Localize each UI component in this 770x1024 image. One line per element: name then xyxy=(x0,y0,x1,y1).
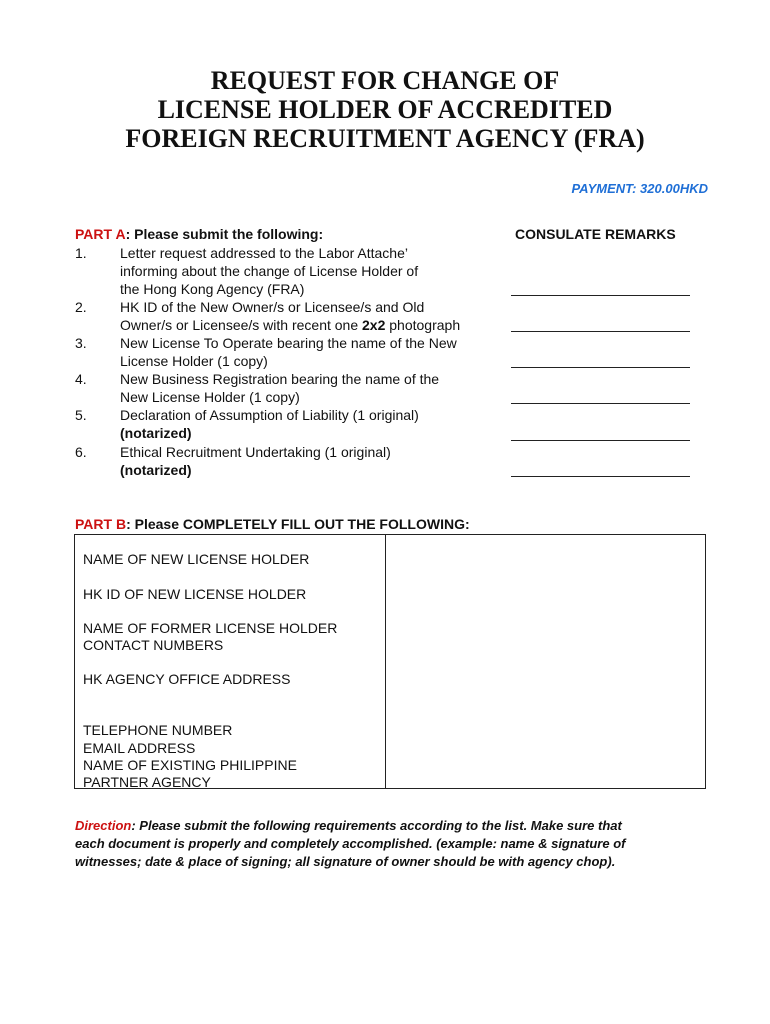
part-b-heading xyxy=(75,516,470,532)
field-label-partner-agency-cont: PARTNER AGENCY xyxy=(83,774,211,790)
item-number: 3. xyxy=(75,335,87,351)
direction-line-3: witnesses; date & place of signing; all signature of owner should be with agency chop). xyxy=(75,854,616,869)
field-label-contact-numbers: CONTACT NUMBERS xyxy=(83,637,224,653)
item-text: New License To Operate bearing the name of the New xyxy=(120,335,457,351)
part-b-heading-text: : Please COMPLETELY FILL OUT THE FOLLOWING: xyxy=(126,516,470,532)
remark-line-1[interactable] xyxy=(511,295,690,296)
remark-line-3[interactable] xyxy=(511,367,690,368)
item-text: New License Holder (1 copy) xyxy=(120,389,300,405)
title-line-1: REQUEST FOR CHANGE OF xyxy=(210,66,560,95)
item-text: the Hong Kong Agency (FRA) xyxy=(120,281,305,297)
office-address-input[interactable] xyxy=(387,655,703,705)
item-text: Declaration of Assumption of Liability (1 original) xyxy=(120,407,419,423)
item-text: New Business Registration bearing the name of the xyxy=(120,371,440,387)
field-label-email: EMAIL ADDRESS xyxy=(83,740,196,756)
consulate-remarks-heading: CONSULATE REMARKS xyxy=(515,226,676,242)
direction-line-2: each document is properly and completely accomplished. (example: name & signature of xyxy=(75,836,626,851)
new-holder-hkid-input[interactable] xyxy=(387,571,703,603)
item-text: Letter request addressed to the Labor Attache’ xyxy=(120,245,408,261)
part-a-heading-text: : Please submit the following: xyxy=(125,226,324,242)
item-text: Owner/s or Licensee/s with recent one 2x2 photograph xyxy=(120,317,461,333)
item-number: 2. xyxy=(75,299,87,315)
item-number: 5. xyxy=(75,407,87,423)
field-label-office-address: HK AGENCY OFFICE ADDRESS xyxy=(83,671,291,687)
field-label-new-holder-hkid: HK ID OF NEW LICENSE HOLDER xyxy=(83,586,307,602)
item-number: 6. xyxy=(75,444,87,460)
field-label-former-holder-name: NAME OF FORMER LICENSE HOLDER xyxy=(83,620,338,636)
direction-line-1: : Please submit the following requirements according to the list. Make sure that xyxy=(131,818,622,833)
remark-line-5[interactable] xyxy=(511,440,690,441)
item-text: Ethical Recruitment Undertaking (1 original) xyxy=(120,444,391,460)
title-line-3: FOREIGN RECRUITMENT AGENCY (FRA) xyxy=(125,124,645,153)
page-title xyxy=(0,66,770,153)
payment-amount: PAYMENT: 320.00HKD xyxy=(571,181,708,196)
remark-line-6[interactable] xyxy=(511,476,690,477)
direction-note xyxy=(75,817,695,871)
title-line-2: LICENSE HOLDER OF ACCREDITED xyxy=(157,95,613,124)
column-divider xyxy=(385,535,386,788)
item-text: License Holder (1 copy) xyxy=(120,353,268,369)
field-label-new-holder-name: NAME OF NEW LICENSE HOLDER xyxy=(83,551,310,567)
item-number: 4. xyxy=(75,371,87,387)
remark-line-4[interactable] xyxy=(511,403,690,404)
notarized-note: (notarized) xyxy=(120,462,192,478)
item-text: HK ID of the New Owner/s or Licensee/s and Old xyxy=(120,299,425,315)
part-a-prefix: PART A xyxy=(75,226,126,242)
former-holder-input[interactable] xyxy=(387,605,703,653)
part-b-prefix: PART B xyxy=(75,516,127,532)
direction-prefix: Direction xyxy=(75,818,132,833)
notarized-note: (notarized) xyxy=(120,425,192,441)
part-a-heading xyxy=(75,226,323,242)
item-text: informing about the change of License Holder of xyxy=(120,263,419,279)
field-label-partner-agency: NAME OF EXISTING PHILIPPINE xyxy=(83,757,297,773)
new-holder-name-input[interactable] xyxy=(387,537,703,569)
contact-partner-input[interactable] xyxy=(387,707,703,787)
remark-line-2[interactable] xyxy=(511,331,690,332)
item-number: 1. xyxy=(75,245,87,261)
license-holder-form xyxy=(74,534,706,789)
field-label-telephone: TELEPHONE NUMBER xyxy=(83,722,233,738)
